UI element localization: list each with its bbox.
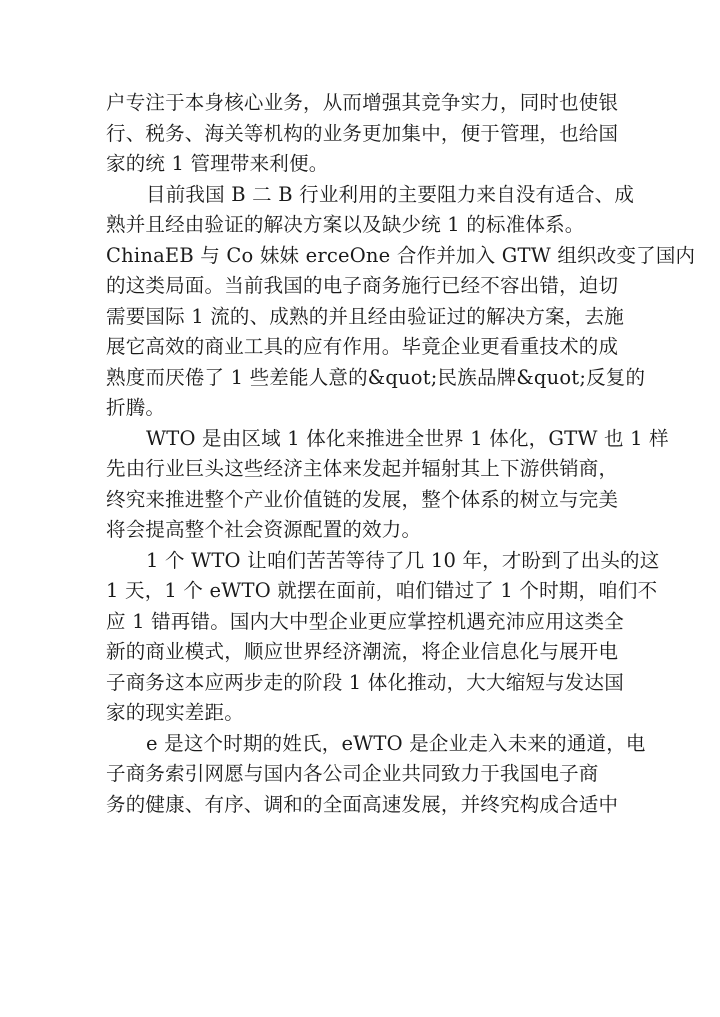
- text-line: 折腾。: [106, 396, 166, 419]
- text-line: 家的统 1 管理带来利便。: [106, 152, 329, 175]
- text-line: 子商务索引网愿与国内各公司企业共同致力于我国电子商: [106, 762, 599, 785]
- text-line: 先由行业巨头这些经济主体来发起并辐射其上下游供销商，: [106, 457, 619, 480]
- text-line: 熟并且经由验证的解决方案以及缺少统 1 的标准体系。: [106, 213, 585, 236]
- text-line: 的这类局面。当前我国的电子商务施行已经不容出错，迫切: [106, 274, 619, 297]
- text-line: 将会提高整个社会资源配置的效力。: [106, 518, 422, 541]
- text-line: 户专注于本身核心业务，从而增强其竞争实力，同时也使银: [106, 91, 619, 114]
- paragraph-5: [106, 729, 646, 821]
- document-body: [106, 88, 696, 820]
- text-line: e 是这个时期的姓氏，eWTO 是企业走入未来的通道，电: [146, 731, 646, 755]
- paragraph-4: [106, 546, 660, 729]
- text-line: 需要国际 1 流的、成熟的并且经由验证过的解决方案，去施: [106, 304, 624, 328]
- text-line: WTO 是由区域 1 体化来推进全世界 1 体化，GTW 也 1 样: [146, 426, 669, 450]
- text-line: 目前我国 B 二 B 行业利用的主要阻力来自没有适合、成: [146, 182, 635, 206]
- text-line: 应 1 错再错。国内大中型企业更应掌控机遇充沛应用这类全: [106, 609, 624, 633]
- paragraph-2: [106, 180, 696, 424]
- text-line: 1 天，1 个 eWTO 就摆在面前，咱们错过了 1 个时期，咱们不: [106, 579, 658, 602]
- text-line: 行、税务、海关等机构的业务更加集中，便于管理，也给国: [106, 121, 619, 145]
- text-line: 展它高效的商业工具的应有作用。毕竟企业更看重技术的成: [106, 335, 619, 358]
- text-line: 家的现实差距。: [106, 701, 244, 724]
- text-line: ChinaEB 与 Co 妹妹 erceOne 合作并加入 GTW 组织改变了国内: [106, 243, 696, 267]
- text-line: 务的健康、有序、调和的全面高速发展，并终究构成合适中: [106, 792, 619, 816]
- text-line: 1 个 WTO 让咱们苦苦等待了几 10 年，才盼到了出头的这: [146, 548, 660, 572]
- text-line: 子商务这本应两步走的阶段 1 体化推动，大大缩短与发达国: [106, 670, 624, 694]
- text-line: 新的商业模式，顺应世界经济潮流，将企业信息化与展开电: [106, 640, 619, 663]
- paragraph-3: [106, 424, 669, 546]
- text-line: 终究来推进整个产业价值链的发展，整个体系的树立与完美: [106, 487, 619, 511]
- paragraph-1: [106, 88, 622, 180]
- text-line: 熟度而厌倦了 1 些差能人意的&quot;民族品牌&quot;反复的: [106, 365, 646, 389]
